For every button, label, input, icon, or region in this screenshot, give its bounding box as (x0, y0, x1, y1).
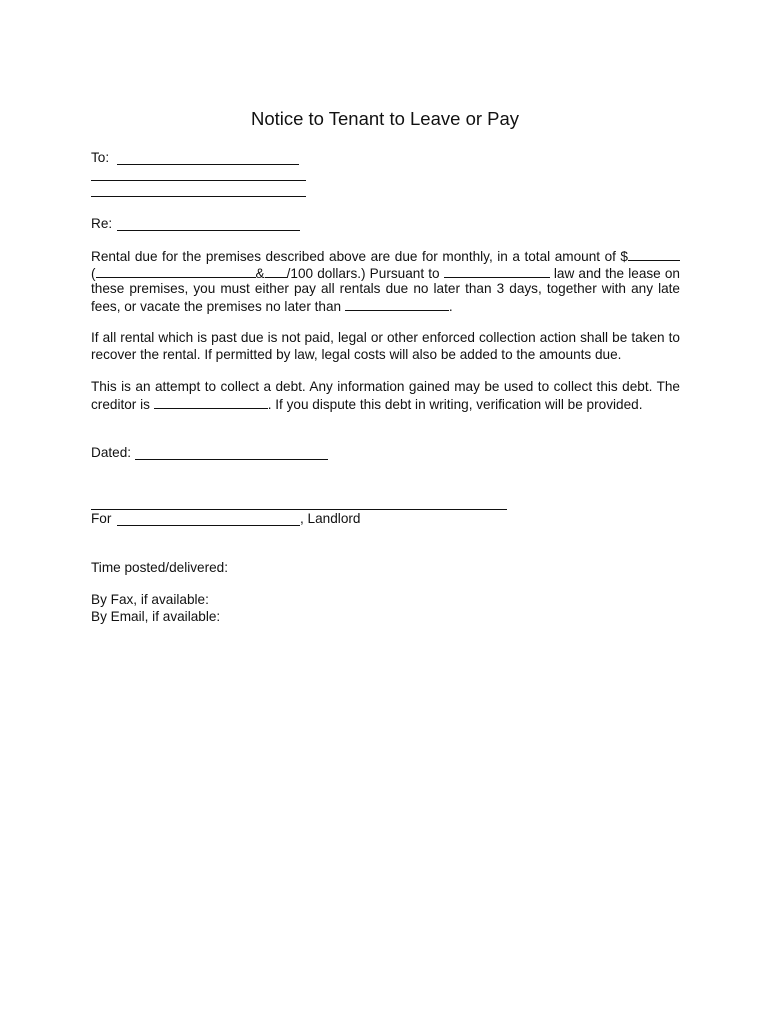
dollars-text: /100 dollars.) Pursuant to (286, 265, 440, 281)
to-line-2 (91, 180, 306, 181)
collection-paragraph (91, 330, 680, 363)
creditor-blank (154, 396, 268, 409)
by-fax-label: By Fax, if available: (91, 592, 209, 607)
to-label: To: (91, 150, 110, 165)
para3-line-1: This is an attempt to collect a debt. Any information gained may be used to collect this debt. The (91, 379, 680, 394)
vacate-date-blank (345, 298, 449, 311)
para1-line-2 (91, 265, 680, 282)
para1-line-4 (91, 298, 680, 315)
to-line-3 (91, 196, 306, 197)
period: . (448, 298, 453, 314)
dated-label: Dated: (91, 445, 132, 460)
para1-text: Rental due for the premises described above are due for monthly, in a total amount of $ (91, 249, 628, 264)
open-paren: ( (91, 265, 96, 281)
re-label: Re: (91, 216, 113, 231)
dispute-text: . If you dispute this debt in writing, verification will be provided. (267, 396, 643, 412)
document-title: Notice to Tenant to Leave or Pay (250, 108, 520, 129)
amount-blank (628, 248, 680, 261)
for-label: For (91, 511, 112, 526)
para2-line-2: recover the rental. If permitted by law, legal costs will also be added to the amounts due. (91, 346, 622, 362)
creditor-text: creditor is (91, 396, 150, 412)
para1-line-3: these premises, you must either pay all rentals due no later than 3 days, together with any late (91, 281, 680, 296)
ampersand: & (255, 265, 265, 281)
law-text: law and the lease on (553, 265, 680, 281)
dated-line (135, 459, 328, 460)
landlord-label: , Landlord (300, 511, 361, 526)
time-posted-label: Time posted/delivered: (91, 560, 229, 575)
to-line-1 (117, 164, 299, 165)
vacate-text: fees, or vacate the premises no later than (91, 298, 342, 314)
by-email-label: By Email, if available: (91, 609, 221, 624)
landlord-name-line (117, 525, 300, 526)
signature-line (91, 509, 507, 510)
para3-line-2 (91, 396, 680, 413)
re-line (117, 230, 300, 231)
para2-line-1: If all rental which is past due is not paid, legal or other enforced collection action shall be taken to (91, 330, 680, 345)
cents-blank (265, 265, 287, 278)
dollars-words-blank (96, 265, 256, 278)
rental-due-paragraph (91, 248, 680, 314)
debt-notice-paragraph (91, 379, 680, 412)
para1-line-1 (91, 248, 680, 265)
jurisdiction-blank (444, 265, 550, 278)
